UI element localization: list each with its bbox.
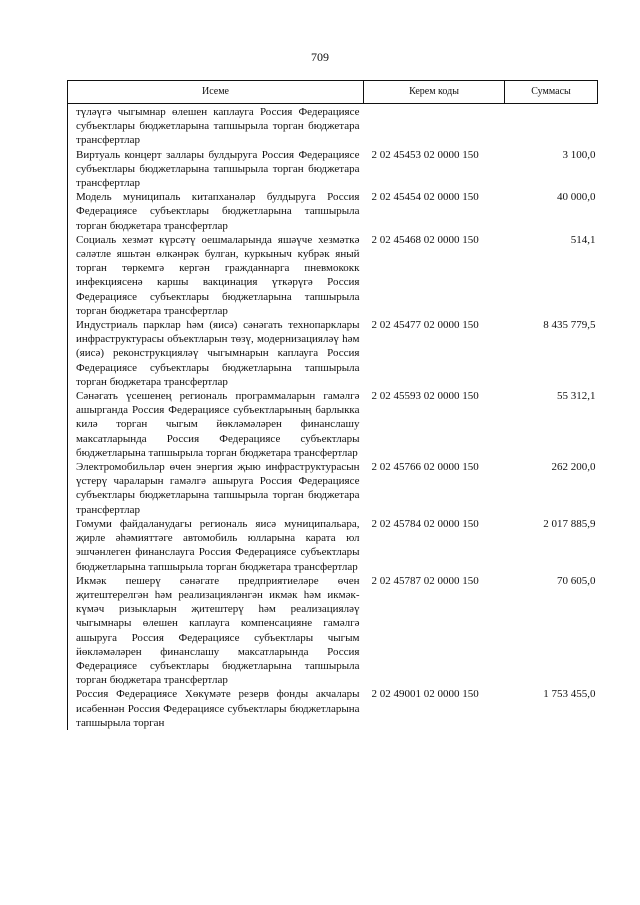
row-sum: 3 100,0 bbox=[562, 148, 596, 161]
row-name: Гомуми файдаланудагы региональ яисә муниципальара, җирле әһәмияттәге автомобиль юлларына карата юл эшчәнлеген финанслауга Россия Федерациясе субъектлары бюджетларына тапшырыла торган бюджетара трансфертлар bbox=[68, 517, 364, 574]
header-sum: Суммасы bbox=[505, 81, 598, 104]
budget-table bbox=[67, 80, 598, 730]
table-row bbox=[68, 389, 598, 460]
page-number: 709 bbox=[311, 50, 329, 64]
row-sum: 1 753 455,0 bbox=[543, 688, 596, 701]
row-sum: 514,1 bbox=[570, 233, 596, 246]
row-sum: 8 435 779,5 bbox=[543, 319, 596, 332]
row-code: 2 02 45453 02 0000 150 bbox=[371, 148, 479, 161]
table-row bbox=[68, 687, 598, 730]
row-name: түләүгә чыгымнар өлешен каплауга Россия Федерациясе субъектлары бюджетларына тапшырыла торган бюджетара трансфертлар bbox=[68, 104, 364, 148]
row-code: 2 02 45454 02 0000 150 bbox=[371, 191, 479, 204]
header-name: Исеме bbox=[68, 81, 364, 104]
row-name: Сәнәгать үсешенең региональ программаларын гамәлгә ашырганда Россия Федерациясе субъектларының барлыкка килә торган чыгым йөкләмәләрен финанслашу максатларында Россия Федерациясе субъектлары бюджетларына тапшырыла торган бюджетара трансфертлар bbox=[68, 389, 364, 460]
table-row bbox=[68, 148, 598, 191]
row-name: Россия Федерациясе Хөкүмәте резерв фонды акчалары исәбеннән Россия Федерациясе субъектлары бюджетларына тапшырыла торган bbox=[68, 687, 364, 730]
row-code bbox=[364, 104, 505, 148]
row-sum: 55 312,1 bbox=[557, 390, 596, 403]
row-sum bbox=[505, 104, 598, 148]
row-code: 2 02 45766 02 0000 150 bbox=[371, 461, 479, 474]
header-code: Керем коды bbox=[364, 81, 505, 104]
table-row bbox=[68, 574, 598, 688]
row-sum: 262 200,0 bbox=[551, 461, 596, 474]
row-sum: 2 017 885,9 bbox=[543, 517, 596, 530]
table-row bbox=[68, 190, 598, 233]
row-code: 2 02 45784 02 0000 150 bbox=[371, 517, 479, 530]
table-row bbox=[68, 104, 598, 148]
row-name: Индустриаль парклар һәм (яисә) сәнәгать технопарклары инфраструктурасы объектларын төзү, модернизацияләү һәм (яисә) реконструкцияләү чыгымнарын каплауга Россия Федерациясе субъектлары бюджетларына тапшырыла торган бюджетара трансфертлар bbox=[68, 318, 364, 389]
row-name: Виртуаль концерт заллары булдыруга Россия Федерациясе субъектлары бюджетларына тапшырыла торган бюджетара трансфертлар bbox=[68, 148, 364, 191]
row-name: Икмәк пешерү сәнәгате предприятиеләре өчен җитештерелгән һәм реализацияләнгән икмәк һәм икмәк-күмәч ризыкларын җитештерү һәм реализацияләү чыгымнары өлешен каплауга компенсацияне гамәлгә ашыруга Россия Федерациясе субъектлары чыгым йөкләмәләрен финанслашу максатларында Россия Федерациясе субъектлары бюджетларына тапшырыла торган бюджетара трансфертлар bbox=[68, 574, 364, 688]
row-code: 2 02 49001 02 0000 150 bbox=[371, 688, 479, 701]
table-row bbox=[68, 460, 598, 517]
table-header-row bbox=[68, 81, 598, 104]
row-code: 2 02 45787 02 0000 150 bbox=[371, 574, 479, 587]
row-name: Электромобильләр өчен энергия җыю инфраструктурасын үстерү чараларын гамәлгә ашыруга Россия Федерациясе субъектлары бюджетларына тапшырыла торган бюджетара трансфертлар bbox=[68, 460, 364, 517]
row-name: Модель муниципаль китапханәләр булдыруга Россия Федерациясе субъектлары бюджетларына тапшырыла торган бюджетара трансфертлар bbox=[68, 190, 364, 233]
row-code: 2 02 45477 02 0000 150 bbox=[371, 319, 479, 332]
row-name: Социаль хезмәт күрсәтү оешмаларында яшәүче хезмәткә сәләтле яшьтән өлкәнрәк булган, куркыныч кубрәк яный торган төркемгә кергән гражданнарга пневмококк инфекциясенә каршы вакцинация үткәрүгә Россия Федерациясе субъектлары бюджетларына тапшырыла торган бюджетара трансфертлар bbox=[68, 233, 364, 318]
row-code: 2 02 45468 02 0000 150 bbox=[371, 233, 479, 246]
table-row bbox=[68, 233, 598, 318]
table-row bbox=[68, 517, 598, 574]
row-sum: 70 605,0 bbox=[557, 574, 596, 587]
row-code: 2 02 45593 02 0000 150 bbox=[371, 390, 479, 403]
table-row bbox=[68, 318, 598, 389]
row-sum: 40 000,0 bbox=[557, 191, 596, 204]
